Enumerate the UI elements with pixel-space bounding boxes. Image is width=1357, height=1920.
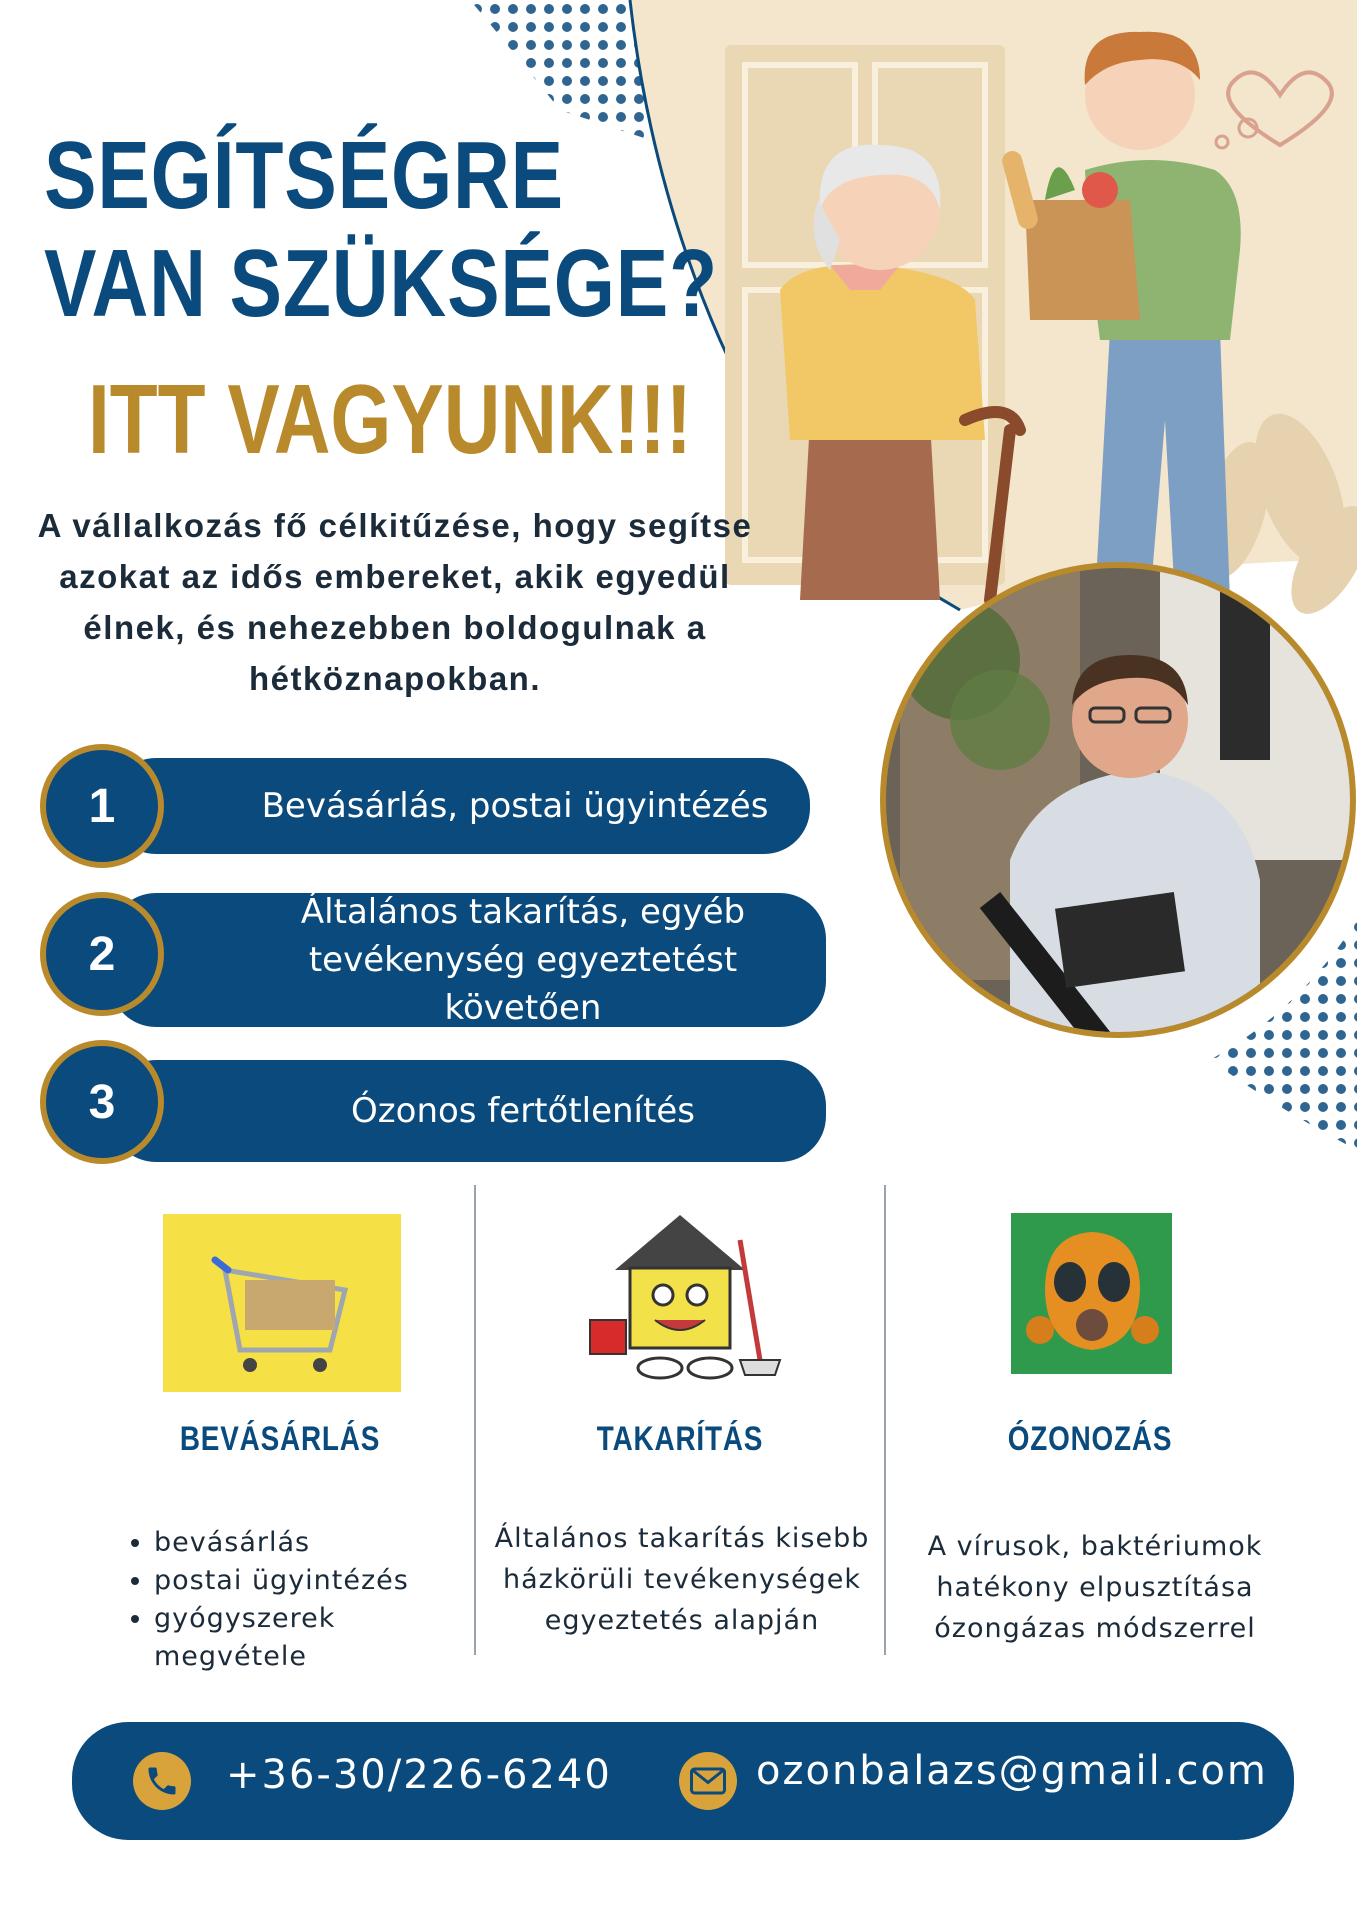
cleaning-house-mascot-image	[590, 1215, 780, 1378]
list-item: • gyógyszerek megvétele	[154, 1600, 484, 1676]
list-item: • postai ügyintézés	[154, 1562, 484, 1600]
service-pill-3	[110, 1060, 826, 1162]
column-text-cleaning: Általános takarítás kisebb házkörüli tevékenységek egyeztetés alapján	[494, 1523, 870, 1636]
headline-line-2: VAN SZÜKSÉGE?	[44, 230, 719, 337]
headline-line-1: SEGÍTSÉGRE	[44, 122, 564, 229]
column-text-ozone: A vírusok, baktériumok hatékony elpusztítása ózongázas módszerrel	[927, 1531, 1263, 1644]
intro-paragraph: A vállalkozás fő célkitűzése, hogy segítse azokat az idős embereket, akik egyedül élnek, és nehezebben boldogulnak a hétköznapokban.	[37, 507, 753, 697]
phone-number[interactable]: +36-30/226-6240	[226, 1752, 612, 1798]
list-item: • bevásárlás	[154, 1524, 484, 1562]
column-title-ozone: ÓZONOZÁS	[1007, 1420, 1173, 1458]
column-title-shopping: BEVÁSÁRLÁS	[179, 1420, 381, 1458]
shopping-cart-image	[163, 1214, 401, 1392]
service-pill-2	[110, 893, 826, 1027]
service-number-2: 2	[40, 892, 164, 1016]
service-number-1: 1	[40, 744, 164, 868]
service-label-3: Ózonos fertőtlenítés	[351, 1091, 695, 1131]
shopping-list	[124, 1524, 484, 1676]
column-title-cleaning: TAKARÍTÁS	[596, 1420, 764, 1458]
owner-photo	[880, 560, 1357, 1040]
service-pill-1	[110, 758, 810, 854]
service-label-2: Általános takarítás, egyéb tevékenység egyeztetést követően	[300, 892, 746, 1028]
service-number-3: 3	[40, 1040, 164, 1164]
envelope-icon	[679, 1752, 737, 1810]
phone-icon	[133, 1752, 191, 1810]
email-address[interactable]: ozonbalazs@gmail.com	[756, 1748, 1268, 1794]
service-label-1: Bevásárlás, postai ügyintézés	[261, 786, 769, 826]
gas-mask-image	[1011, 1213, 1172, 1374]
column-divider-2	[884, 1185, 886, 1655]
headline-line-3: ITT VAGYUNK!!!	[88, 364, 692, 474]
